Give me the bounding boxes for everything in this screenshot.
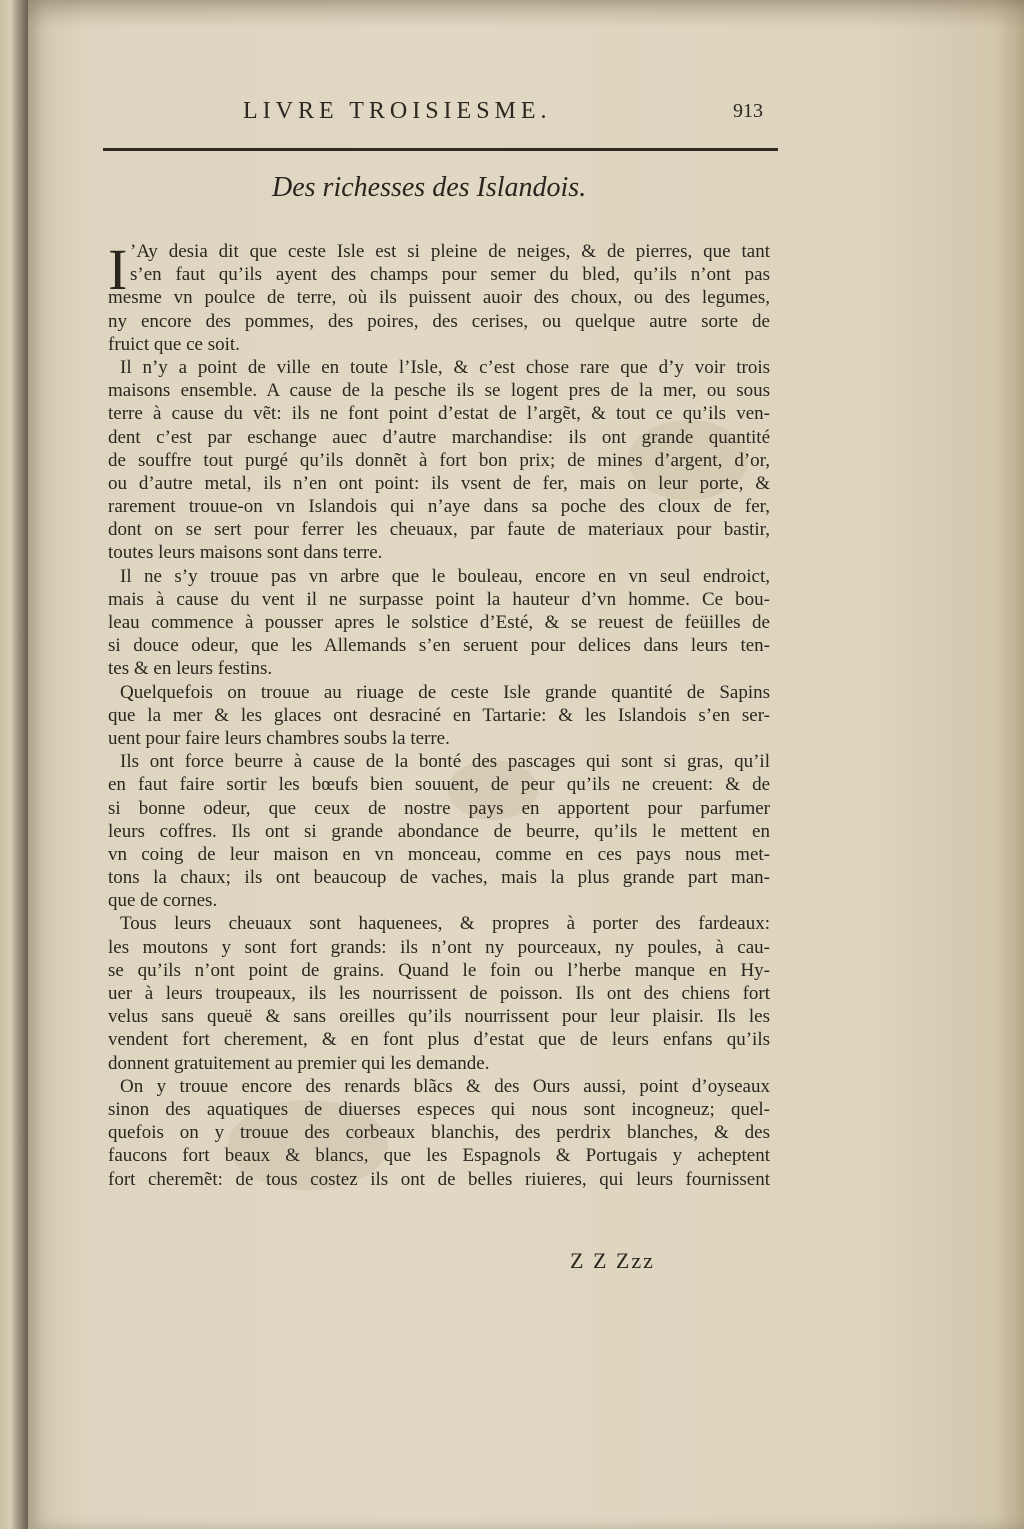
text-line: uent pour faire leurs chambres soubs la terre. [108, 727, 450, 749]
text-line: maisons ensemble. A cause de la pesche ils se logent pres de la mer, ou sous [108, 380, 770, 402]
text-line: tons la chaux; ils ont beaucoup de vaches, mais la plus grande part man- [108, 867, 770, 889]
text-line: leurs coffres. Ils ont si grande abondance de beurre, qu’ils le mettent en [108, 820, 770, 842]
text-line: de souffre tout purgé qu’ils donnẽt à fort bon prix; de mines d’argent, d’or, [108, 449, 770, 471]
text-line: Il ne s’y trouue pas vn arbre que le bouleau, encore en vn seul endroict, [120, 565, 770, 587]
text-line: rarement trouue-on vn Islandois qui n’aye dans sa poche des cloux de fer, [108, 496, 770, 518]
text-line: velus sans queuë & sans oreilles qu’ils nourrissent pour leur plaisir. Ils les [108, 1006, 770, 1028]
text-line: toutes leurs maisons sont dans terre. [108, 542, 383, 564]
text-line: en faut faire sortir les bœufs bien souuent, de peur qu’ils ne creuent: & de [108, 774, 770, 796]
text-line: Ils ont force beurre à cause de la bonté des pascages qui sont si gras, qu’il [120, 751, 770, 773]
text-line: uer à leurs troupeaux, ils les nourrissent de poisson. Ils ont des chiens fort [108, 983, 770, 1004]
text-line: dent c’est par eschange auec d’autre marchandise: ils ont grande quantité [108, 426, 770, 448]
text-line: mesme vn poulce de terre, où ils puissent auoir des choux, ou des legumes, [108, 287, 770, 309]
text-line: fruict que ce soit. [108, 333, 240, 355]
text-line: Il n’y a point de ville en toute l’Isle, & c’est chose rare que d’y voir trois [120, 356, 770, 378]
text-line: leau commence à pousser apres le solstice d’Esté, & se reuest de feüilles de [108, 612, 770, 633]
text-line: Tous leurs cheuaux sont haquenees, & propres à porter des fardeaux: [120, 913, 770, 935]
header-rule [103, 148, 778, 151]
signature-mark: Z Z Zzz [570, 1248, 655, 1273]
text-line: On y trouue encore des renards blãcs & des Ours aussi, point d’oyseaux [120, 1075, 770, 1097]
text-line: ou d’autre metal, ils n’en ont point: ils vsent de fer, mais on leur porte, & [108, 472, 770, 494]
text-line: ny encore des pommes, des poires, des cerises, ou quelque autre sorte de [108, 310, 770, 332]
text-line: ’Ay desia dit que ceste Isle est si pleine de neiges, & de pierres, que tant [130, 241, 770, 262]
text-line: sinon des aquatiques de diuerses especes qui nous sont incogneuz; quel- [108, 1098, 770, 1120]
page-header [105, 98, 770, 138]
text-line: vn coing de leur maison en vn monceau, comme en ces pays nous met- [108, 843, 770, 865]
text-line: que la mer & les glaces ont desraciné en Tartarie: & les Islandois s’en ser- [108, 704, 770, 726]
page-number: 913 [733, 100, 763, 122]
book-gutter [0, 0, 30, 1529]
text-line: Quelquefois on trouue au riuage de ceste Isle grande quantité de Sapins [120, 681, 770, 703]
text-line: tes & en leurs festins. [108, 658, 273, 680]
text-line: se qu’ils n’ont point de grains. Quand le foin ou l’herbe manque en Hy- [108, 959, 770, 981]
drop-cap: I [108, 237, 128, 302]
text-line: s’en faut qu’ils ayent des champs pour semer du bled, qu’ils n’ont pas [130, 264, 770, 286]
text-line: si bonne odeur, que ceux de nostre pays en apportent pour parfumer [108, 797, 770, 819]
text-line: mais à cause du vent il ne surpasse point la hauteur d’vn homme. Ce bou- [108, 588, 770, 610]
text-line: donnent gratuitement au premier qui les demande. [108, 1052, 490, 1074]
chapter-title: Des richesses des Islandois. [272, 172, 587, 203]
body-text [108, 237, 770, 1191]
text-line: vendent fort cherement, & en font plus d’estat que de leurs enfans qu’ils [108, 1029, 770, 1051]
text-line: terre à cause du vẽt: ils ne font point d’estat de l’argẽt, & tout ce qu’ils ven- [108, 403, 770, 425]
text-line: quefois on y trouue des corbeaux blanchis, des perdrix blanches, & des [108, 1122, 770, 1144]
text-line: faucons fort beaux & blancs, que les Espagnols & Portugais y acheptent [108, 1145, 770, 1167]
text-line: dont on se sert pour ferrer les cheuaux, par faute de materiaux pour bastir, [108, 519, 770, 541]
page-top-shadow [28, 0, 1024, 28]
running-head: LIVRE TROISIESME. [243, 98, 552, 124]
text-line: que de cornes. [108, 890, 218, 912]
text-line: si douce odeur, que les Allemands s’en seruent pour delices dans leurs ten- [108, 635, 770, 657]
text-line: fort cheremẽt: de tous costez ils ont de belles riuieres, qui leurs fournissent [108, 1168, 770, 1190]
text-line: les moutons y sont fort grands: ils n’ont ny pourceaux, ny poules, à cau- [108, 936, 770, 958]
